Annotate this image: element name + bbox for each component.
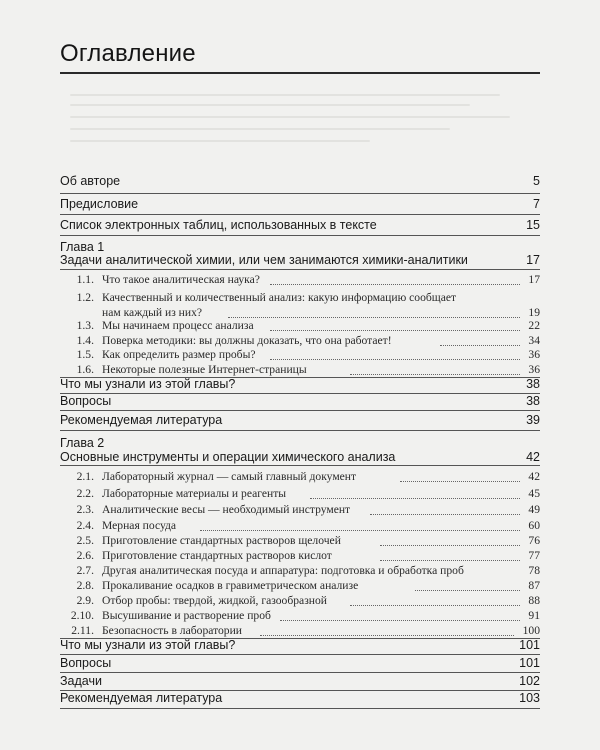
entry-title: Задачи xyxy=(60,674,102,688)
divider xyxy=(60,235,540,236)
section-title: Некоторые полезные Интернет-страницы xyxy=(102,363,307,376)
section-page: 88 xyxy=(528,594,540,607)
section-title: Мерная посуда xyxy=(102,519,177,532)
page-title: Оглавление xyxy=(60,40,196,67)
chapter-1-label: Глава 1 xyxy=(60,240,105,254)
section-number: 2.3. xyxy=(76,503,94,516)
dot-leader xyxy=(270,330,520,331)
section-page: 87 xyxy=(528,579,540,592)
entry-title: Предисловие xyxy=(60,197,139,211)
entry-page: 38 xyxy=(526,394,540,408)
section-number: 2.7. xyxy=(76,564,94,577)
entry-page: 15 xyxy=(526,218,540,232)
toc-section-1-1[interactable] xyxy=(60,273,540,293)
entry-title: Рекомендуемая литература xyxy=(60,691,223,705)
divider xyxy=(60,672,540,673)
toc-entry-ch1-questions[interactable] xyxy=(60,394,540,414)
toc-entry-chapter-1[interactable] xyxy=(60,253,540,273)
dot-leader xyxy=(228,317,520,318)
section-page: 45 xyxy=(528,487,540,500)
divider xyxy=(60,654,540,655)
section-number: 1.3. xyxy=(76,319,94,332)
dot-leader xyxy=(270,359,520,360)
chapter-page: 17 xyxy=(526,253,540,267)
section-page: 42 xyxy=(528,470,540,483)
section-number: 1.4. xyxy=(76,334,94,347)
entry-page: 39 xyxy=(526,413,540,427)
dot-leader xyxy=(260,635,514,636)
dot-leader xyxy=(415,590,520,591)
bleed-through-line xyxy=(70,128,450,130)
section-title: Что такое аналитическая наука? xyxy=(102,273,260,286)
section-title: Приготовление стандартных растворов щелочей xyxy=(102,534,341,547)
section-number: 2.2. xyxy=(76,487,94,500)
dot-leader xyxy=(200,530,520,531)
section-number: 2.10. xyxy=(70,609,94,622)
section-number: 2.4. xyxy=(76,519,94,532)
entry-page: 101 xyxy=(519,656,540,670)
section-number: 1.2. xyxy=(76,291,94,304)
section-title: Аналитические весы — необходимый инструмент xyxy=(102,503,351,516)
section-number: 2.6. xyxy=(76,549,94,562)
section-number: 2.8. xyxy=(76,579,94,592)
dot-leader xyxy=(270,284,520,285)
section-number: 1.6. xyxy=(76,363,94,376)
entry-page: 101 xyxy=(519,638,540,652)
bleed-through-line xyxy=(70,94,500,96)
section-number: 2.11. xyxy=(71,624,94,637)
section-title: Качественный и количественный анализ: какую информацию сообщает xyxy=(102,291,457,304)
chapter-2-label: Глава 2 xyxy=(60,436,105,450)
section-title: Отбор пробы: твердой, жидкой, газообразной xyxy=(102,594,327,607)
entry-title: Об авторе xyxy=(60,174,121,188)
toc-entry-ch2-questions[interactable] xyxy=(60,656,540,676)
section-page: 76 xyxy=(528,534,540,547)
bleed-through-line xyxy=(70,140,370,142)
dot-leader xyxy=(280,620,520,621)
toc-entry-chapter-2[interactable] xyxy=(60,450,540,470)
section-title: Другая аналитическая посуда и аппаратура: подготовка и обработка проб xyxy=(102,564,464,577)
section-page: 100 xyxy=(522,624,540,637)
section-title: Лабораторные материалы и реагенты xyxy=(102,487,287,500)
section-page: 78 xyxy=(528,564,540,577)
entry-title: Что мы узнали из этой главы? xyxy=(60,377,236,391)
section-page: 22 xyxy=(528,319,540,332)
section-page: 60 xyxy=(528,519,540,532)
section-title: Приготовление стандартных растворов кислот xyxy=(102,549,332,562)
entry-page: 7 xyxy=(533,197,540,211)
section-number: 2.1. xyxy=(76,470,94,483)
dot-leader xyxy=(380,560,520,561)
divider xyxy=(60,214,540,215)
divider xyxy=(60,465,540,466)
section-number: 2.9. xyxy=(76,594,94,607)
entry-page: 103 xyxy=(519,691,540,705)
bleed-through-line xyxy=(70,104,470,106)
entry-page: 102 xyxy=(519,674,540,688)
section-number: 1.1. xyxy=(76,273,94,286)
section-page: 19 xyxy=(528,306,540,319)
entry-page: 38 xyxy=(526,377,540,391)
section-page: 77 xyxy=(528,549,540,562)
entry-title: Вопросы xyxy=(60,394,112,408)
section-page: 34 xyxy=(528,334,540,347)
entry-title: Вопросы xyxy=(60,656,112,670)
chapter-page: 42 xyxy=(526,450,540,464)
section-title: Лабораторный журнал — самый главный документ xyxy=(102,470,357,483)
section-title: Поверка методики: вы должны доказать, что она работает! xyxy=(102,334,392,347)
section-page: 91 xyxy=(528,609,540,622)
entry-title: Что мы узнали из этой главы? xyxy=(60,638,236,652)
divider xyxy=(60,269,540,270)
section-page: 17 xyxy=(528,273,540,286)
divider xyxy=(60,708,540,709)
section-page: 36 xyxy=(528,348,540,361)
dot-leader xyxy=(440,345,520,346)
section-number: 1.5. xyxy=(76,348,94,361)
section-page: 36 xyxy=(528,363,540,376)
section-title: Мы начинаем процесс анализа xyxy=(102,319,254,332)
entry-title: Список электронных таблиц, использованных в тексте xyxy=(60,218,377,232)
divider xyxy=(60,430,540,431)
title-rule xyxy=(60,72,540,74)
chapter-title: Основные инструменты и операции химического анализа xyxy=(60,450,396,464)
section-title: Прокаливание осадков в гравиметрическом анализе xyxy=(102,579,359,592)
entry-title: Рекомендуемая литература xyxy=(60,413,223,427)
section-title: Как определить размер пробы? xyxy=(102,348,256,361)
dot-leader xyxy=(310,498,520,499)
dot-leader xyxy=(350,374,520,375)
section-number: 2.5. xyxy=(76,534,94,547)
toc-entry-about-author[interactable] xyxy=(60,174,540,194)
dot-leader xyxy=(350,605,520,606)
dot-leader xyxy=(370,514,520,515)
divider xyxy=(60,410,540,411)
section-title: Безопасность в лаборатории xyxy=(102,624,242,637)
section-page: 49 xyxy=(528,503,540,516)
dot-leader xyxy=(380,545,520,546)
section-title: Высушивание и растворение проб xyxy=(102,609,271,622)
bleed-through-line xyxy=(70,116,510,118)
chapter-title: Задачи аналитической химии, или чем занимаются химики-аналитики xyxy=(60,253,468,267)
entry-page: 5 xyxy=(533,174,540,188)
dot-leader xyxy=(400,481,520,482)
divider xyxy=(60,193,540,194)
section-title-continued: нам каждый из них? xyxy=(102,306,203,319)
toc-entry-ch2-summary[interactable] xyxy=(60,638,540,658)
